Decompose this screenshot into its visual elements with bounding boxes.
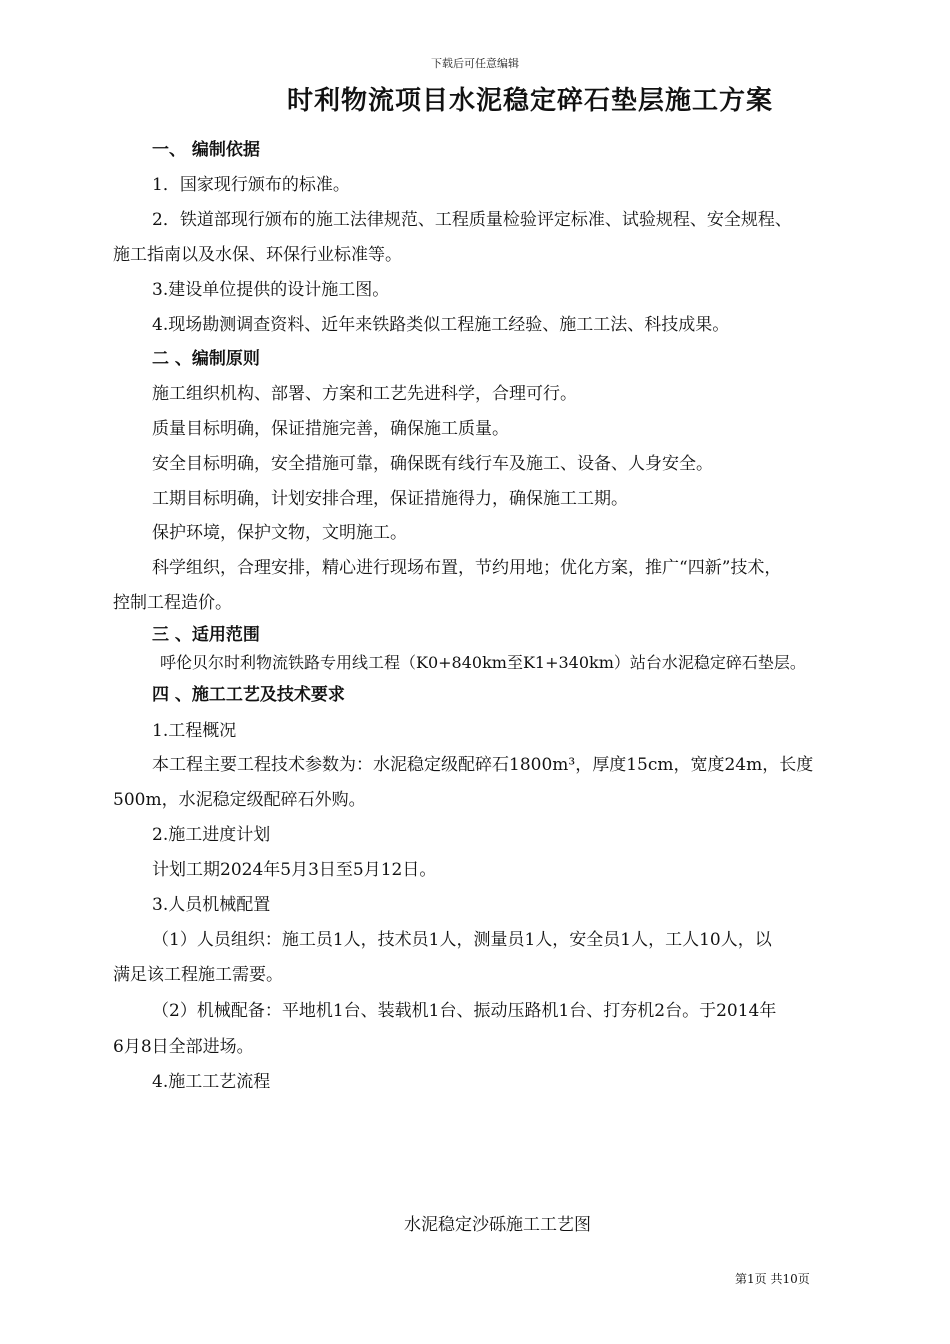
section2-p3: 安全目标明确，安全措施可靠，确保既有线行车及施工、设备、人身安全。 — [152, 454, 713, 474]
section4-s3-p2b: 6月8日全部进场。 — [113, 1037, 254, 1057]
section4-s2-p1: 计划工期2024年5月3日至5月12日。 — [152, 860, 437, 880]
section3-p1: 呼伦贝尔时利物流铁路专用线工程（K0+840km至K1+340km）站台水泥稳定碎石垫层。 — [160, 653, 806, 672]
section1-p4: 4.现场勘测调查资料、近年来铁路类似工程施工经验、施工工法、科技成果。 — [152, 315, 730, 335]
section4-s3-p2a: （2）机械配备：平地机1台、装载机1台、振动压路机1台、打夯机2台。于2014年 — [152, 1001, 777, 1021]
header-note: 下载后可任意编辑 — [431, 57, 519, 70]
diagram-caption: 水泥稳定沙砾施工工艺图 — [404, 1215, 591, 1235]
section1-p2b: 施工指南以及水保、环保行业标准等。 — [113, 245, 402, 265]
section2-p4: 工期目标明确，计划安排合理，保证措施得力，确保施工工期。 — [152, 489, 628, 509]
section1-p2a: 2．铁道部现行颁布的施工法律规范、工程质量检验评定标准、试验规程、安全规程、 — [152, 210, 792, 230]
section2-p2: 质量目标明确，保证措施完善，确保施工质量。 — [152, 419, 509, 439]
section4-s4-title: 4.施工工艺流程 — [152, 1072, 271, 1092]
section4-s1-p1b: 500m，水泥稳定级配碎石外购。 — [113, 790, 366, 810]
page-footer: 第1页 共10页 — [735, 1272, 810, 1286]
section2-p6a: 科学组织，合理安排，精心进行现场布置，节约用地；优化方案，推广“四新”技术， — [152, 558, 782, 578]
page-title: 时利物流项目水泥稳定碎石垫层施工方案 — [286, 86, 773, 116]
section4-s3-p1a: （1）人员组织：施工员1人，技术员1人，测量员1人，安全员1人，工人10人，以 — [152, 930, 772, 950]
section2-p5: 保护环境，保护文物，文明施工。 — [152, 523, 407, 543]
section3-heading: 三 、适用范围 — [152, 625, 260, 645]
section2-p6b: 控制工程造价。 — [113, 593, 232, 613]
section4-heading: 四 、施工工艺及技术要求 — [152, 685, 345, 705]
section4-s3-p1b: 满足该工程施工需要。 — [113, 965, 283, 985]
section4-s2-title: 2.施工进度计划 — [152, 825, 271, 845]
section1-p1: 1．国家现行颁布的标准。 — [152, 175, 350, 195]
section4-s3-title: 3.人员机械配置 — [152, 895, 271, 915]
section1-heading: 一、 编制依据 — [152, 140, 260, 160]
section2-heading: 二 、编制原则 — [152, 349, 260, 369]
section4-s1-p1a: 本工程主要工程技术参数为：水泥稳定级配碎石1800m³，厚度15cm，宽度24m，长度 — [152, 755, 814, 775]
section4-s1-title: 1.工程概况 — [152, 721, 237, 741]
section2-p1: 施工组织机构、部署、方案和工艺先进科学，合理可行。 — [152, 384, 577, 404]
section1-p3: 3.建设单位提供的设计施工图。 — [152, 280, 390, 300]
